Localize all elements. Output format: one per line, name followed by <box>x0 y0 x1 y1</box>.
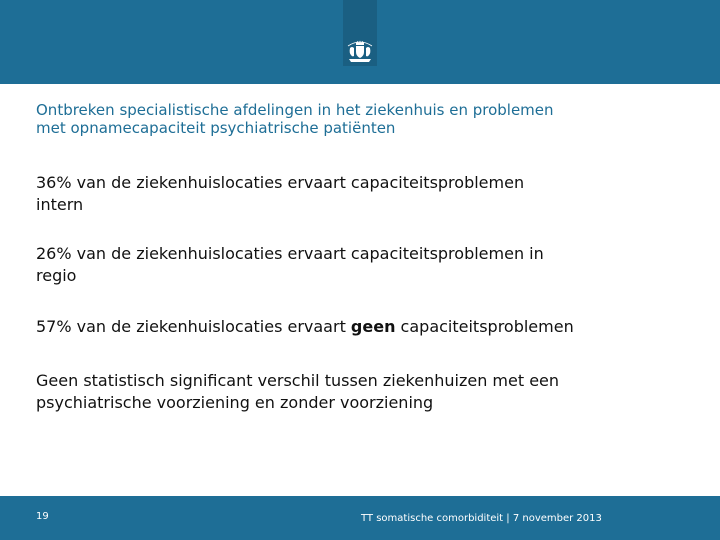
point-4-line-2: psychiatrische voorziening en zonder voorziening <box>36 393 434 412</box>
point-4-line-1: Geen statistisch significant verschil tussen ziekenhuizen met een <box>36 371 560 390</box>
point-1-line-2: intern <box>36 195 84 214</box>
point-no-significant-difference <box>36 370 676 414</box>
title-line-2: met opnamecapaciteit psychiatrische patiënten <box>36 119 396 137</box>
point-regional-capacity <box>36 243 676 287</box>
page-number: 19 <box>36 511 49 522</box>
point-internal-capacity <box>36 172 676 216</box>
point-no-capacity-problems <box>36 316 676 338</box>
title-line-1: Ontbreken specialistische afdelingen in het ziekenhuis en problemen <box>36 101 554 119</box>
point-3-text-after: capaciteitsproblemen <box>395 317 574 336</box>
header-bar <box>0 0 720 84</box>
point-1-line-1: 36% van de ziekenhuislocaties ervaart capaciteitsproblemen <box>36 173 525 192</box>
point-3-text-before: 57% van de ziekenhuislocaties ervaart <box>36 317 351 336</box>
footer-bar <box>0 496 720 540</box>
dutch-coat-of-arms-icon <box>347 40 373 64</box>
point-2-line-1: 26% van de ziekenhuislocaties ervaart capaciteitsproblemen in <box>36 244 544 263</box>
slide-title <box>36 101 676 137</box>
point-3-line-1 <box>36 316 676 338</box>
point-3-bold-text: geen <box>350 317 396 336</box>
point-2-line-2: regio <box>36 266 77 285</box>
emblem-banner <box>343 0 377 66</box>
footer-text: TT somatische comorbiditeit | 7 november 2013 <box>361 513 602 524</box>
